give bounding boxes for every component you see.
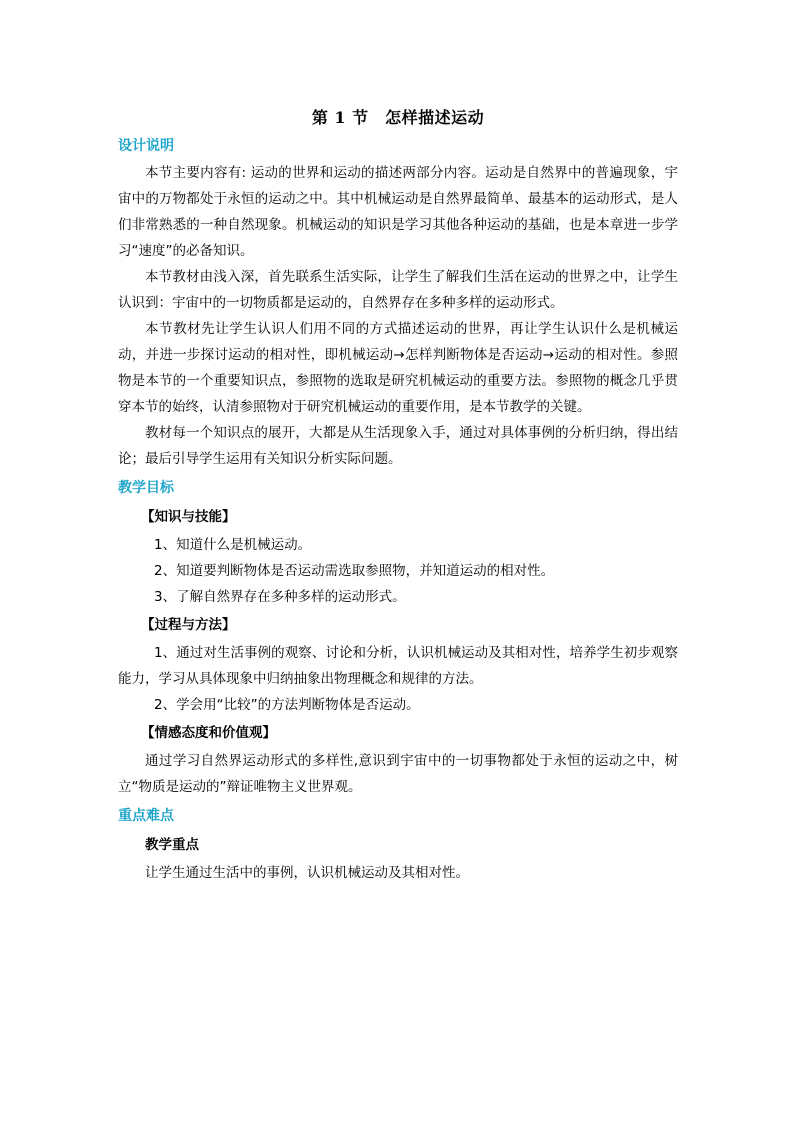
goals-heading: 教学目标 <box>118 480 174 496</box>
design-paragraph: 本节主要内容有: 运动的世界和运动的描述两部分内容。运动是自然界中的普遍现象，宇宙中的万物都处于永恒的运动之中。其中机械运动是自然界最简单、最基本的运动形式，是人们非常熟悉的一种自然现象。机械运动的知识是学习其他各种运动的基础，也是本章进一步学习“速度”的必备知识。 <box>118 165 678 259</box>
process-item: 1、通过对生活事例的观察、讨论和分析，认识机械运动及其相对性，培养学生初步观察能力，学习从具体现象中归纳抽象出物理概念和规律的方法。 <box>118 645 678 687</box>
design-paragraph: 本节教材先让学生认识人们用不同的方式描述运动的世界，再让学生认识什么是机械运动，并进一步探讨运动的相对性，即机械运动→怎样判断物体是否运动→运动的相对性。参照物是本节的一个重要知识点，参照物的选取是研究机械运动的重要方法。参照物的概念几乎贯穿本节的始终，认清参照物对于研究机械运动的重要作用，是本节教学的关键。 <box>118 321 678 415</box>
document-page <box>118 96 678 886</box>
page-title: 第 1 节 怎样描述运动 <box>311 108 485 127</box>
teaching-focus-label: 教学重点 <box>145 837 199 853</box>
attitude-text: 通过学习自然界运动形式的多样性,意识到宇宙中的一切事物都处于永恒的运动之中，树立“物质是运动的”辩证唯物主义世界观。 <box>118 753 678 795</box>
process-item: 2、学会用“比较”的方法判断物体是否运动。 <box>154 697 420 713</box>
knowledge-skills-label: 【知识与技能】 <box>141 509 236 525</box>
knowledge-item: 3、了解自然界存在多种多样的运动形式。 <box>154 589 406 605</box>
knowledge-item: 1、知道什么是机械运动。 <box>154 537 312 553</box>
attitude-values-label: 【情感态度和价值观】 <box>141 725 276 741</box>
design-paragraph: 教材每一个知识点的展开，大都是从生活现象入手，通过对具体事例的分析归纳，得出结论；最后引导学生运用有关知识分析实际问题。 <box>118 425 678 467</box>
process-methods-label: 【过程与方法】 <box>141 617 236 633</box>
knowledge-item: 2、知道要判断物体是否运动需选取参照物，并知道运动的相对性。 <box>154 563 555 579</box>
teaching-focus-text: 让学生通过生活中的事例，认识机械运动及其相对性。 <box>145 865 469 881</box>
design-paragraph: 本节教材由浅入深，首先联系生活实际，让学生了解我们生活在运动的世界之中，让学生认识到：宇宙中的一切物质都是运动的，自然界存在多种多样的运动形式。 <box>118 269 678 311</box>
design-heading: 设计说明 <box>118 138 174 154</box>
key-points-heading: 重点难点 <box>118 808 174 824</box>
